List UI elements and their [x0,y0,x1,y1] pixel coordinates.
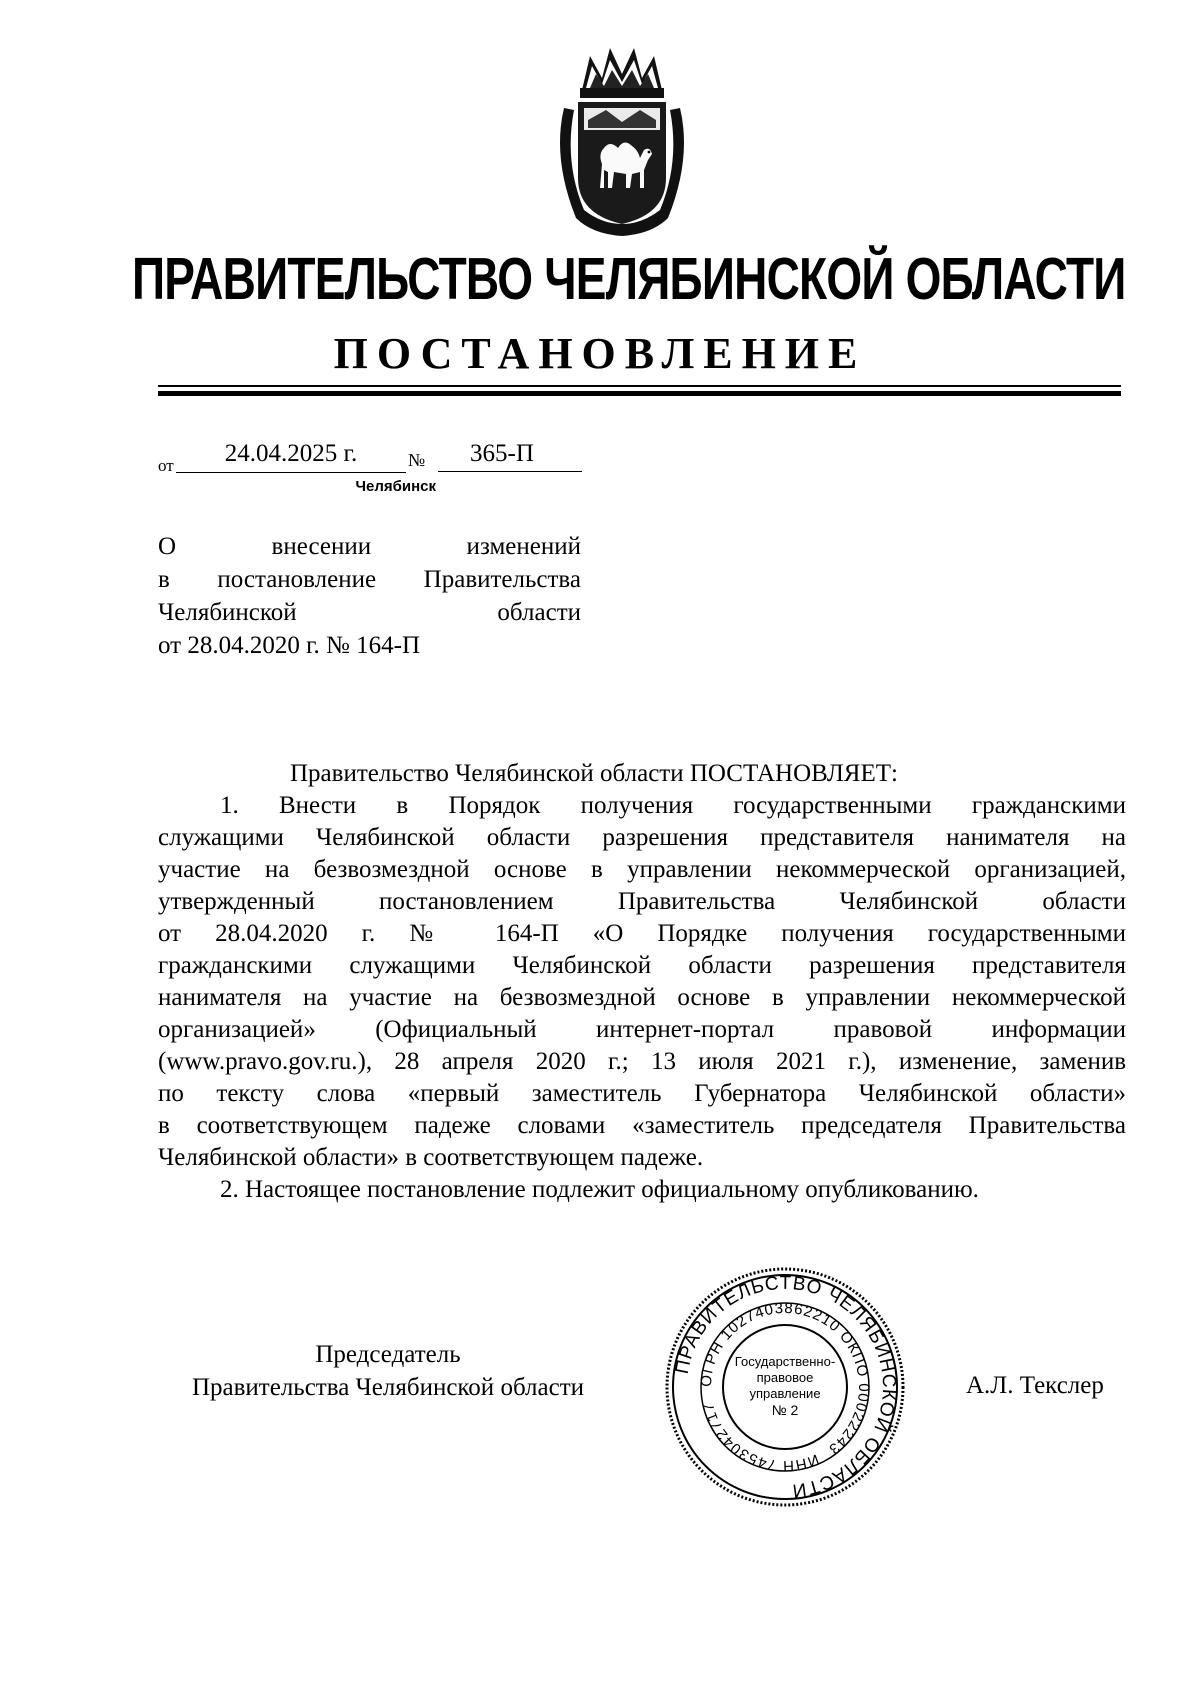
signatory-title-line: Председатель [315,1341,461,1368]
body-line: (www.pravo.gov.ru.), 28 апреля 2020 г.; 13 июля 2021 г.), изменение, заменив [158,1048,1126,1075]
body-line: по тексту слова «первый заместитель Губернатора Челябинской области» [158,1080,1126,1107]
government-title: ПРАВИТЕЛЬСТВО ЧЕЛЯБИНСКОЙ ОБЛАСТИ [132,246,1126,312]
signatory-title-line: Правительства Челябинской области [191,1374,585,1401]
body-line: организацией» (Официальный интернет-портал правовой информации [158,1016,1126,1043]
body-line: гражданскими служащими Челябинской области разрешения представителя [158,952,1126,979]
stamp-center-line: управление [749,1386,821,1401]
document-subject [158,530,581,662]
stamp-center-line: Государственно- [734,1354,836,1369]
official-seal-icon [660,1262,910,1512]
subject-line: О внесении изменений [158,533,581,560]
document-body [158,790,1126,1206]
subject-line: Челябинской области [158,599,581,626]
document-date: 24.04.2025 г. [176,436,406,473]
body-line: 2. Настоящее постановление подлежит официальному опубликованию. [220,1176,979,1203]
signatory-title [158,1338,618,1404]
header-rule-thick [158,391,1121,396]
body-line: утвержденный постановлением Правительства Челябинской области [158,888,1126,915]
stamp-center-line: № 2 [771,1402,799,1418]
body-line: 1. Внести в Порядок получения государственными гражданскими [220,792,1126,819]
city-label: Челябинск [355,478,436,495]
body-line: от 28.04.2020 г. № 164-П «О Порядке получения государственными [158,920,1126,947]
body-line: нанимателя на участие на безвозмездной основе в управлении некоммерческой [158,984,1126,1011]
number-prefix: № [408,450,426,470]
date-prefix: от [158,456,174,475]
subject-line: в постановление Правительства [158,566,581,593]
stamp-okpo: ОКПО 00022243 [824,1328,873,1459]
signatory-name: А.Л. Текслер [966,1372,1104,1399]
preamble: Правительство Челябинской области ПОСТАНОВЛЯЕТ: [290,760,898,787]
stamp-inn: ИНН 7453042717 [699,1400,822,1475]
document-number: 365-П [438,436,582,472]
stamp-ogrn: ОГРН 1027403862210 [697,1299,844,1388]
body-line: служащими Челябинской области разрешения представителя нанимателя на [158,824,1126,851]
body-line: Челябинской области» в соответствующем падеже. [158,1144,704,1171]
coat-of-arms-icon [552,38,692,238]
body-line: в соответствующем падеже словами «заместитель председателя Правительства [158,1112,1126,1139]
stamp-center-line: правовое [756,1370,814,1385]
header-rule-thin [158,385,1121,387]
svg-text:ИНН 7453042717 [700,1400,821,1474]
body-line: участие на безвозмездной основе в управлении некоммерческой организацией, [158,856,1126,883]
stamp-outer-text: ПРАВИТЕЛЬСТВО ЧЕЛЯБИНСКОЙ ОБЛАСТИ [671,1272,900,1501]
subject-line: от 28.04.2020 г. № 164-П [158,632,421,659]
document-type-heading: ПОСТАНОВЛЕНИЕ [333,329,867,378]
